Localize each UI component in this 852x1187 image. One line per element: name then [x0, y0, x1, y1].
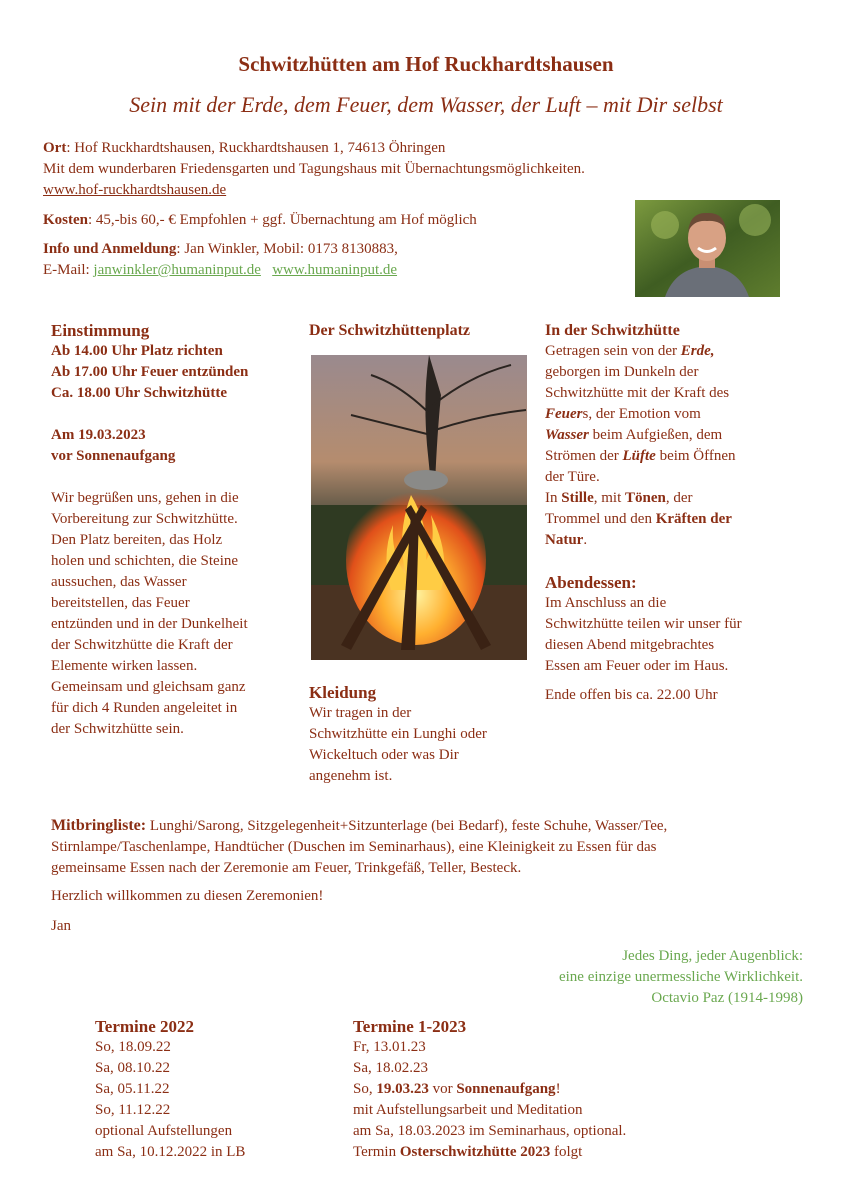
mitbring-label: Mitbringliste: — [51, 817, 147, 834]
left-column — [51, 320, 301, 740]
list-item: Sa, 05.11.22 — [95, 1081, 170, 1097]
quote: Jedes Ding, jeder Augenblick: eine einzige unermessliche Wirklichkeit. Octavio Paz (1914-1998) — [559, 946, 803, 1009]
ort-label: Ort — [43, 140, 67, 156]
mitbringliste: Mitbringliste: Lunghi/Sarong, Sitzgelegenheit+Sitzunterlage (bei Bedarf), feste Schuhe, Wasser/Tee, Stirnlampe/Taschenlampe, Handtücher (Duschen im Seminarhaus), eine Kleinigkeit zu Essen für das gemeinsame Essen nach der Zeremonie am Feuer, Trinkgefäß, Teller, Besteck. — [51, 817, 668, 876]
ort-description: Mit dem wunderbaren Friedensgarten und Tagungshaus mit Übernachtungsmöglichkeiten. — [43, 161, 585, 177]
campfire-photo — [311, 355, 527, 660]
termine-2023-heading: Termine 1-2023 — [353, 1017, 467, 1036]
termine-2022-heading: Termine 2022 — [95, 1017, 195, 1036]
abendessen-text: Im Anschluss an die Schwitzhütte teilen wir unser für diesen Abend mitgebrachtes Essen am Feuer oder im Haus. — [545, 595, 742, 674]
schwitzhuettenplatz-heading: Der Schwitzhüttenplatz — [309, 322, 471, 339]
schedule-line-1: Ab 14.00 Uhr Platz richten — [51, 343, 223, 359]
welcome-text: Herzlich willkommen zu diesen Zeremonien! — [51, 888, 324, 904]
list-item: am Sa, 18.03.2023 im Seminarhaus, optional. — [353, 1123, 627, 1139]
date-line: Am 19.03.2023 — [51, 427, 146, 443]
hof-link[interactable]: www.hof-ruckhardtshausen.de — [43, 182, 227, 198]
kosten-value: : 45,-bis 60,- € Empfohlen + ggf. Übernachtung am Hof möglich — [88, 212, 477, 228]
list-item: So, 18.09.22 — [95, 1039, 171, 1055]
date-note: vor Sonnenaufgang — [51, 448, 176, 464]
list-item: Fr, 13.01.23 — [353, 1039, 426, 1055]
middle-column-heading-wrap — [309, 320, 539, 341]
einstimmung-heading: Einstimmung — [51, 321, 150, 340]
list-item: am Sa, 10.12.2022 in LB — [95, 1144, 246, 1160]
list-item: Sa, 18.02.23 — [353, 1060, 428, 1076]
kleidung-heading: Kleidung — [309, 683, 377, 702]
anmeldung-value: : Jan Winkler, Mobil: 0173 8130883, — [176, 241, 398, 257]
list-item: optional Aufstellungen — [95, 1123, 233, 1139]
portrait-photo — [635, 200, 780, 297]
email-label: E-Mail: — [43, 262, 94, 278]
email-link[interactable]: janwinkler@humaninput.de — [93, 262, 261, 278]
schwitzhuette-text: Getragen sein von der Erde, geborgen im Dunkeln der Schwitzhütte mit der Kraft des Feuers, der Emotion vom Wasser beim Aufgießen, dem Strömen der Lüfte beim Öffnen der Türe. In Stille, mit Tönen, der Trommel und den Kräften der Natur. — [545, 343, 736, 548]
middle-column — [309, 682, 539, 787]
schwitzhuette-heading: In der Schwitzhütte — [545, 322, 680, 339]
info-contact — [43, 239, 398, 281]
list-item: Sa, 08.10.22 — [95, 1060, 170, 1076]
info-cost — [43, 210, 477, 231]
ende-text: Ende offen bis ca. 22.00 Uhr — [545, 687, 718, 703]
list-item: So, 11.12.22 — [95, 1102, 171, 1118]
termine-2022 — [95, 1016, 325, 1163]
kleidung-text: Wir tragen in der Schwitzhütte ein Lunghi oder Wickeltuch oder was Dir angenehm ist. — [309, 705, 487, 784]
page-title: Schwitzhütten am Hof Ruckhardtshausen — [238, 52, 614, 76]
anmeldung-label: Info und Anmeldung — [43, 241, 177, 257]
list-item: So, 19.03.23 vor Sonnenaufgang! — [353, 1081, 561, 1097]
signature: Jan — [51, 918, 71, 934]
termine-2023 — [353, 1016, 793, 1163]
info-location — [43, 138, 585, 201]
intro-paragraph: Wir begrüßen uns, gehen in die Vorbereitung zur Schwitzhütte. Den Platz bereiten, das Holz holen und schichten, die Steine aussuchen, das Wasser bereitstellen, das Feuer entzünden und in der Dunkelheit der Schwitzhütte die Kraft der Elemente wirken lassen. Gemeinsam und gleichsam ganz für dich 4 Runden angeleitet in der Schwitzhütte sein. — [51, 490, 248, 737]
list-item: mit Aufstellungsarbeit und Meditation — [353, 1102, 583, 1118]
kosten-label: Kosten — [43, 212, 88, 228]
schedule-line-3: Ca. 18.00 Uhr Schwitzhütte — [51, 385, 227, 401]
abendessen-heading: Abendessen: — [545, 573, 637, 592]
list-item: Termin Osterschwitzhütte 2023 folgt — [353, 1144, 583, 1160]
page-subtitle: Sein mit der Erde, dem Feuer, dem Wasser, der Luft – mit Dir selbst — [129, 92, 723, 117]
ort-value: : Hof Ruckhardtshausen, Ruckhardtshausen 1, 74613 Öhringen — [66, 140, 446, 156]
website-link[interactable]: www.humaninput.de — [272, 262, 398, 278]
schedule-line-2: Ab 17.00 Uhr Feuer entzünden — [51, 364, 249, 380]
quote-author: Octavio Paz (1914-1998) — [651, 990, 803, 1006]
right-column — [545, 320, 805, 706]
